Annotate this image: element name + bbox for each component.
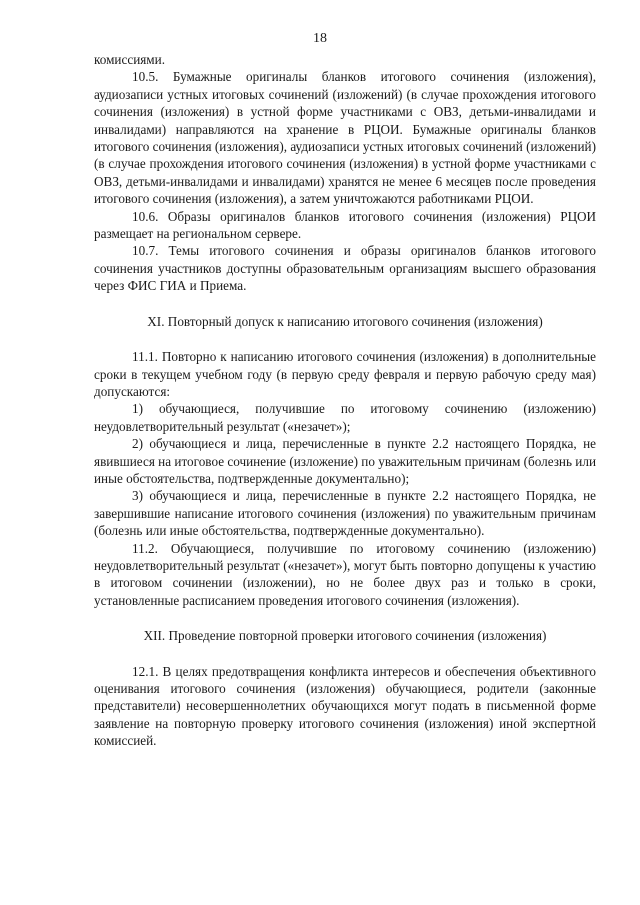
list-item-11-1-2: 2) обучающиеся и лица, перечисленные в пункте 2.2 настоящего Порядка, не явившиеся на итоговое сочинение (изложение) по уважительным причинам (болезнь или иные обстоятельства, подтвержденные документально); bbox=[94, 436, 596, 486]
paragraph-12-1: 12.1. В целях предотвращения конфликта интересов и обеспечения объективного оценивания итогового сочинения (изложения) обучающиеся, родители (законные представители) несовершеннолетних обучающихся могут подать в письменной форме заявление на повторную проверку итогового сочинения (изложения) иной экспертной комиссией. bbox=[94, 663, 596, 749]
paragraph-10-7: 10.7. Темы итогового сочинения и образы оригиналов бланков итогового сочинения участников доступны образовательным организациям высшего образования через ФИС ГИА и Приема. bbox=[94, 243, 596, 294]
paragraph-11-2: 11.2. Обучающиеся, получившие по итоговому сочинению (изложению) неудовлетворительный результат («незачет»), могут быть повторно допущены к участию в итоговом сочинении (изложении), но не более двух раз и только в сроки, установленные расписанием проведения итогового сочинения (изложения). bbox=[94, 540, 596, 608]
list-item-11-1-1: 1) обучающиеся, получившие по итоговому сочинению (изложению) неудовлетворительный результат («незачет»); bbox=[94, 401, 596, 434]
document-body bbox=[94, 51, 596, 750]
paragraph-continuation: комиссиями. bbox=[94, 52, 166, 67]
spacer bbox=[94, 330, 596, 348]
list-item-11-1-3: 3) обучающиеся и лица, перечисленные в пункте 2.2 настоящего Порядка, не завершившие написание итогового сочинения (изложения) по уважительным причинам (болезнь или иные обстоятельства, подтвержденные документально). bbox=[94, 488, 596, 539]
paragraph-11-1: 11.1. Повторно к написанию итогового сочинения (изложения) в дополнительные сроки в текущем учебном году (в первую среду февраля и первую рабочую среду мая) допускаются: bbox=[94, 349, 596, 399]
page-number: 18 bbox=[313, 31, 327, 46]
section-11-heading: XI. Повторный допуск к написанию итогового сочинения (изложения) bbox=[147, 313, 543, 329]
spacer bbox=[94, 645, 596, 663]
paragraph-10-5: 10.5. Бумажные оригиналы бланков итогового сочинения (изложения), аудиозаписи устных итоговых сочинений (изложений) (в случае прохождения итогового сочинения (изложения) в устной форме участниками с ОВЗ, детьми-инвалидами и инвалидами) направляются на хранение в РЦОИ. Бумажные оригиналы бланков итогового сочинения (изложения), аудиозаписи устных итоговых сочинений (изложений) (в случае прохождения итогового сочинения (изложения) в устной форме участниками с ОВЗ, детьми-инвалидами и инвалидами) хранятся не менее 6 месяцев после проведения итогового сочинения (изложения), а затем уничтожаются работниками РЦОИ. bbox=[94, 69, 596, 207]
section-12-heading: XII. Проведение повторной проверки итогового сочинения (изложения) bbox=[143, 628, 547, 644]
spacer bbox=[94, 295, 596, 313]
spacer bbox=[94, 609, 596, 627]
paragraph-10-6: 10.6. Образы оригиналов бланков итогового сочинения (изложения) РЦОИ размещает на региональном сервере. bbox=[94, 208, 596, 242]
